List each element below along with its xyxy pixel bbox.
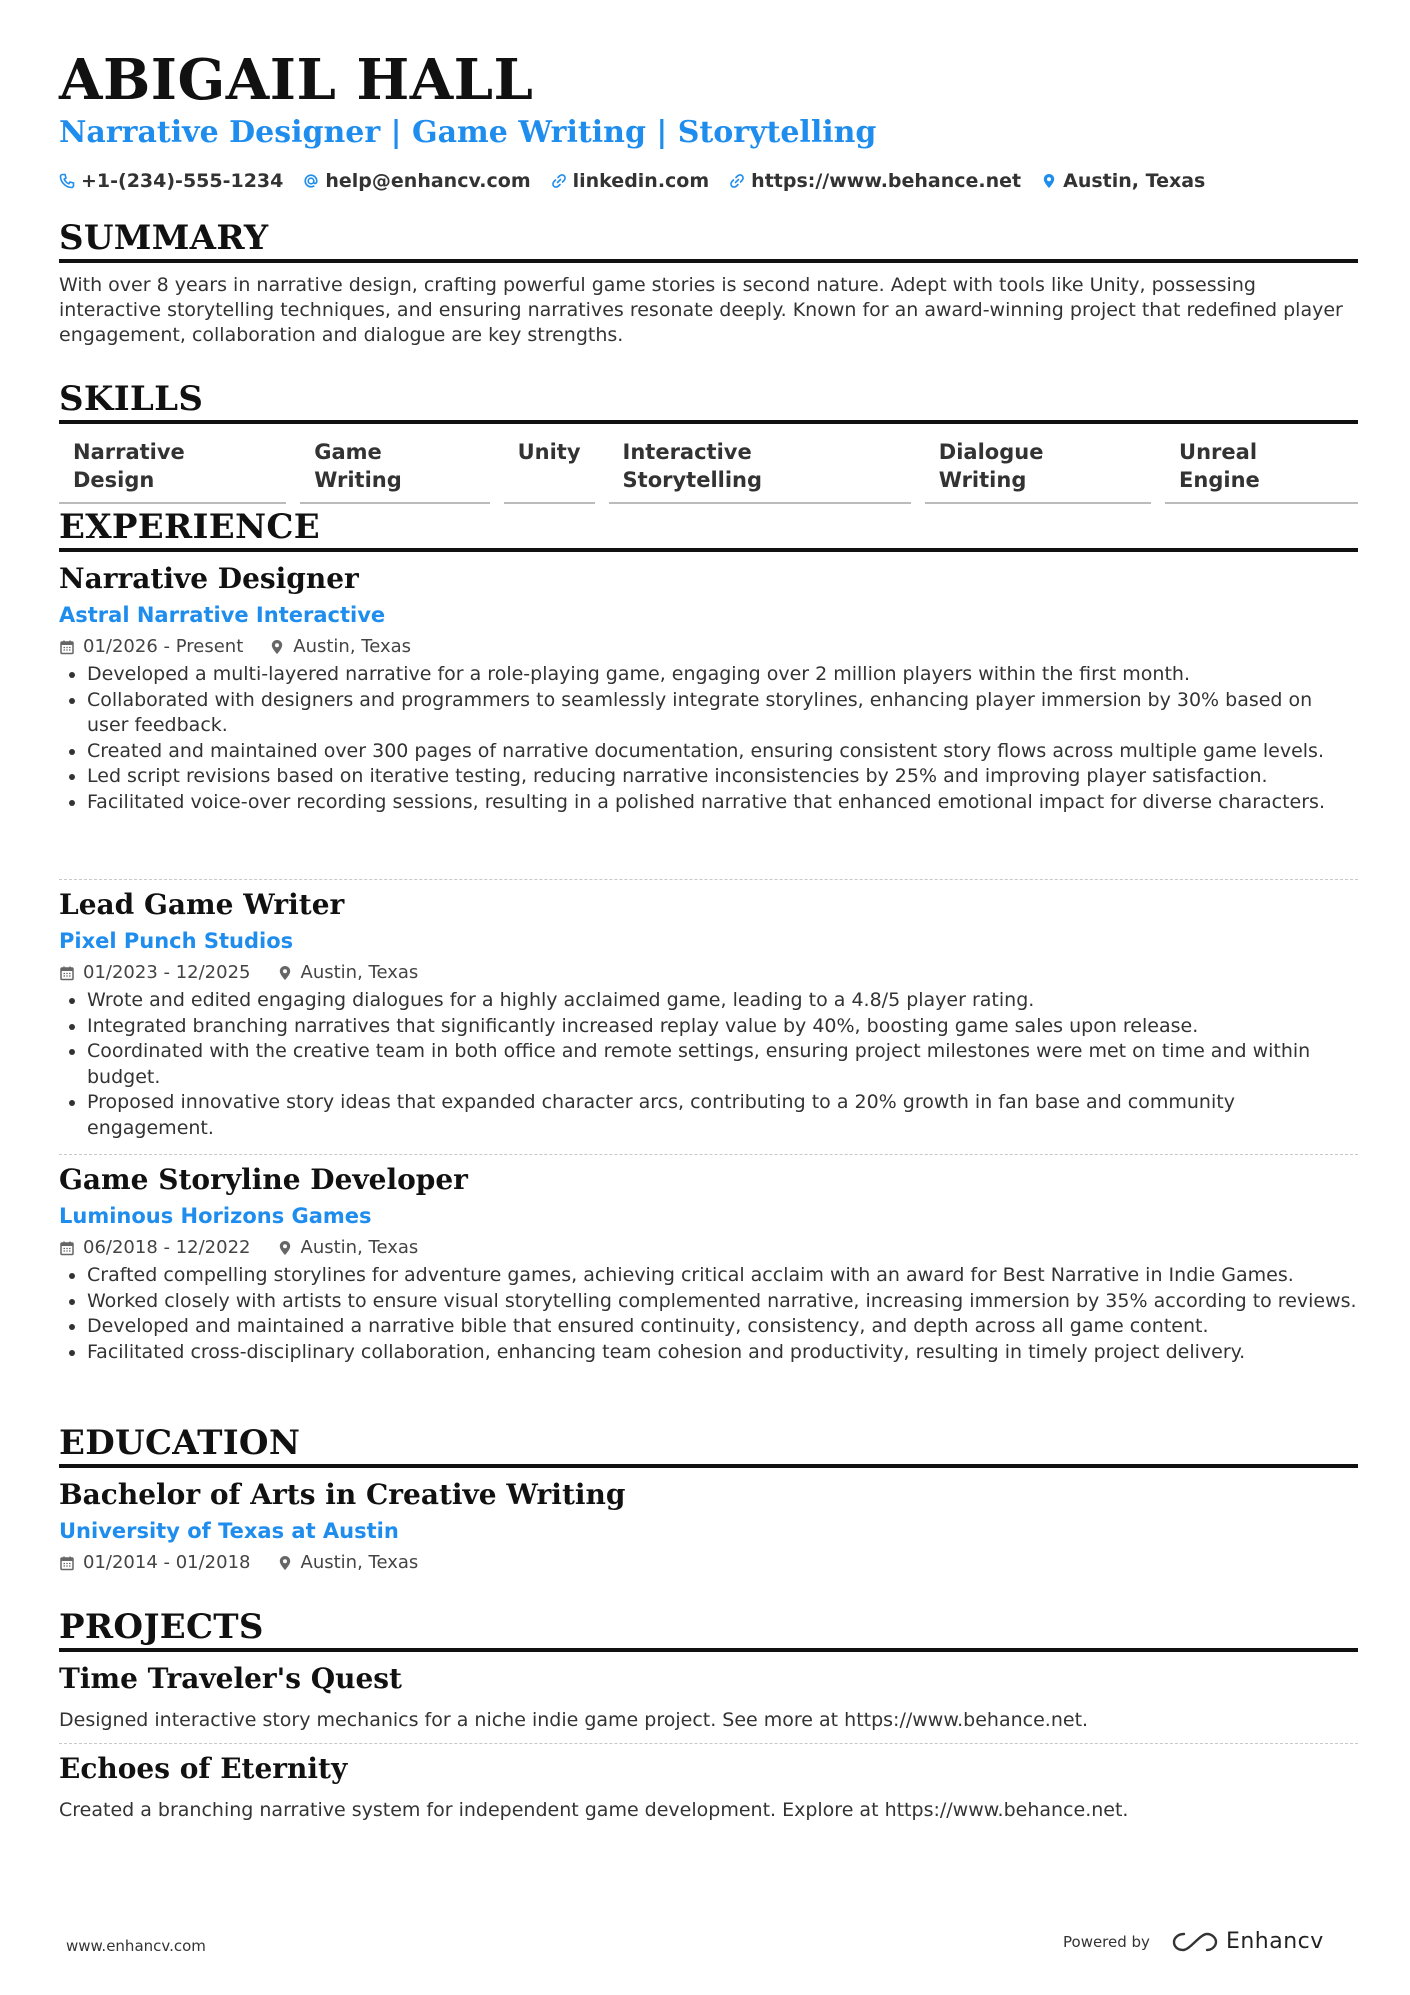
link-icon: [729, 173, 745, 189]
footer-website[interactable]: www.enhancv.com: [66, 1937, 206, 1955]
job-dates: [59, 1235, 251, 1261]
project-description: Designed interactive story mechanics for a niche indie game project. See more at https://www.behance.net.: [59, 1709, 1089, 1731]
powered-by-label: Powered by: [1063, 1932, 1150, 1951]
project-title: Time Traveler's Quest: [59, 1662, 402, 1695]
skill-tag: Interactive Storytelling: [609, 438, 911, 504]
project-title: Echoes of Eternity: [59, 1752, 348, 1785]
skill-tag: Unity: [504, 438, 595, 504]
bullet-item: • Created and maintained over 300 pages of narrative documentation, ensuring consistent story flows across multiple game levels.: [87, 739, 1358, 765]
section-title-skills: SKILLS: [59, 380, 1358, 424]
location-pin-icon: [1041, 173, 1057, 189]
job-title: Narrative Designer: [59, 562, 359, 595]
enhancv-logo-text: Enhancv: [1225, 1929, 1324, 1954]
contact-linkedin-text: linkedin.com: [572, 170, 710, 192]
job-meta: [59, 960, 1358, 986]
job-meta: [59, 634, 1358, 660]
bullet-item: • Led script revisions based on iterative testing, reducing narrative inconsistencies by 25% and improving player satisfaction.: [87, 764, 1358, 790]
bullet-item: • Worked closely with artists to ensure visual storytelling complemented narrative, increasing immersion by 35% according to reviews.: [87, 1289, 1358, 1315]
project-entry: [59, 1662, 1358, 1733]
job-dates: [59, 634, 243, 660]
job-dates-text: 01/2023 - 12/2025: [83, 962, 251, 983]
footer-branding: [1063, 1929, 1324, 1954]
education-meta: [59, 1550, 1358, 1576]
contact-behance-text: https://www.behance.net: [751, 170, 1022, 192]
education-location-text: Austin, Texas: [300, 1552, 419, 1573]
contact-behance[interactable]: [729, 168, 1021, 194]
job-location-text: Austin, Texas: [300, 962, 419, 983]
project-description: Created a branching narrative system for independent game development. Explore at https://www.behance.net.: [59, 1799, 1129, 1821]
section-title-experience: EXPERIENCE: [59, 508, 1358, 552]
contact-linkedin[interactable]: [551, 168, 710, 194]
company-name[interactable]: Astral Narrative Interactive: [59, 603, 386, 627]
bullet-item: • Developed and maintained a narrative bible that ensured continuity, consistency, and depth across all game content.: [87, 1314, 1358, 1340]
entry-divider: [59, 1154, 1358, 1155]
experience-entry: [59, 562, 1358, 816]
job-location-text: Austin, Texas: [300, 1237, 419, 1258]
job-title: Game Storyline Developer: [59, 1163, 468, 1196]
location-pin-icon: [277, 965, 293, 981]
company-name[interactable]: Pixel Punch Studios: [59, 929, 294, 953]
education-entry: [59, 1478, 1358, 1576]
skill-tag: Dialogue Writing: [925, 438, 1151, 504]
school-name[interactable]: University of Texas at Austin: [59, 1519, 399, 1543]
calendar-icon: [59, 965, 75, 981]
job-title: Lead Game Writer: [59, 888, 345, 921]
phone-icon: [59, 173, 75, 189]
summary-text: With over 8 years in narrative design, crafting powerful game stories is second nature. Adept with tools like Unity, possessing interactive storytelling techniques, and ensuring narratives resonate deeply. Known for an award-winning project that redefined player engagement, collaboration and dialogue are key strengths.: [59, 274, 1343, 346]
bullet-item: • Coordinated with the creative team in both office and remote settings, ensuring project milestones were met on time and within budget.: [87, 1039, 1358, 1090]
location-pin-icon: [277, 1555, 293, 1571]
degree-title: Bachelor of Arts in Creative Writing: [59, 1478, 626, 1511]
skills-list: [59, 438, 1358, 504]
entry-divider: [59, 1743, 1358, 1744]
experience-entry: [59, 888, 1358, 1142]
at-icon: [303, 173, 319, 189]
bullet-item: • Facilitated voice-over recording sessions, resulting in a polished narrative that enhanced emotional impact for diverse characters.: [87, 790, 1358, 816]
education-location: [277, 1550, 419, 1576]
job-location: [277, 1235, 419, 1261]
bullet-item: • Facilitated cross-disciplinary collaboration, enhancing team cohesion and productivity, resulting in timely project delivery.: [87, 1340, 1358, 1366]
calendar-icon: [59, 1240, 75, 1256]
bullet-item: • Collaborated with designers and programmers to seamlessly integrate storylines, enhancing player immersion by 30% based on user feedback.: [87, 688, 1358, 739]
section-title-education: EDUCATION: [59, 1424, 1358, 1468]
contact-bar: [59, 168, 1205, 194]
skill-tag: Narrative Design: [59, 438, 286, 504]
job-bullets: [59, 662, 1358, 816]
job-location: [269, 634, 411, 660]
section-title-summary: SUMMARY: [59, 219, 1358, 263]
company-name[interactable]: Luminous Horizons Games: [59, 1204, 372, 1228]
job-dates-text: 06/2018 - 12/2022: [83, 1237, 251, 1258]
link-icon: [551, 173, 567, 189]
bullet-item: • Developed a multi-layered narrative for a role-playing game, engaging over 2 million players within the first month.: [87, 662, 1358, 688]
job-location-text: Austin, Texas: [293, 636, 412, 657]
job-bullets: [59, 1263, 1358, 1365]
contact-phone[interactable]: [59, 168, 283, 194]
skill-tag: Game Writing: [300, 438, 489, 504]
job-dates-text: 01/2026 - Present: [83, 636, 244, 657]
enhancv-logo[interactable]: [1172, 1929, 1324, 1954]
contact-email[interactable]: [303, 168, 530, 194]
bullet-item: • Integrated branching narratives that significantly increased replay value by 40%, boosting game sales upon release.: [87, 1014, 1358, 1040]
bullet-item: • Crafted compelling storylines for adventure games, achieving critical acclaim with an award for Best Narrative in Indie Games.: [87, 1263, 1358, 1289]
calendar-icon: [59, 639, 75, 655]
bullet-item: • Wrote and edited engaging dialogues for a highly acclaimed game, leading to a 4.8/5 player rating.: [87, 988, 1358, 1014]
bullet-item: • Proposed innovative story ideas that expanded character arcs, contributing to a 20% growth in fan base and community engagement.: [87, 1090, 1358, 1141]
headline: Narrative Designer | Game Writing | Storytelling: [59, 115, 877, 150]
location-pin-icon: [277, 1240, 293, 1256]
skill-tag: Unreal Engine: [1165, 438, 1358, 504]
job-bullets: [59, 988, 1358, 1142]
candidate-name: ABIGAIL HALL: [59, 47, 534, 113]
contact-location: [1041, 168, 1205, 194]
education-dates-text: 01/2014 - 01/2018: [83, 1552, 251, 1573]
education-dates: [59, 1550, 251, 1576]
job-location: [277, 960, 419, 986]
project-entry: [59, 1752, 1358, 1823]
job-dates: [59, 960, 251, 986]
job-meta: [59, 1235, 1358, 1261]
contact-phone-text: +1-(234)-555-1234: [81, 170, 284, 192]
contact-location-text: Austin, Texas: [1063, 170, 1206, 192]
location-pin-icon: [269, 639, 285, 655]
entry-divider: [59, 879, 1358, 880]
section-title-projects: PROJECTS: [59, 1608, 1358, 1652]
calendar-icon: [59, 1555, 75, 1571]
experience-entry: [59, 1163, 1358, 1365]
enhancv-logo-icon: [1172, 1931, 1218, 1953]
contact-email-text: help@enhancv.com: [325, 170, 531, 192]
